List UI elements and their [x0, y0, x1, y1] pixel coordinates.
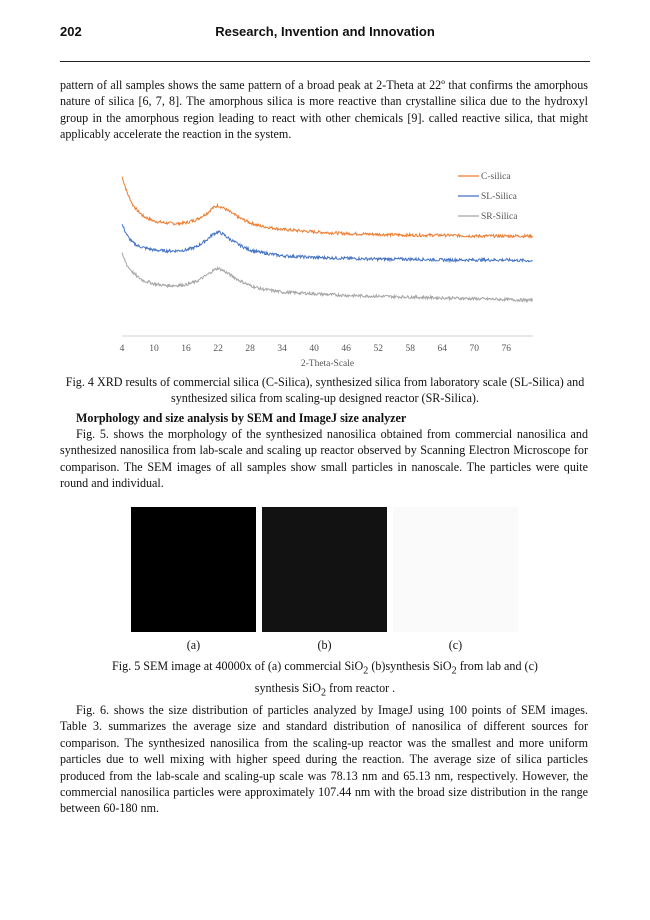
- legend-label: C-silica: [481, 172, 511, 182]
- figure5-caption: Fig. 5 SEM image at 40000x of (a) commercial SiO$_2$ (b)synthesis SiO$_2$ from lab and (c) synthesis SiO$_2$ from reactor .: [112, 659, 538, 699]
- sem-image-reactor: [393, 507, 518, 632]
- figure4-caption: Fig. 4 XRD results of commercial silica (C-Silica), synthesized silica from laboratory scale (SL-Silica) and synthesized silica from scaling-up designed reactor (SR-Silica).: [65, 375, 585, 406]
- running-title: Research, Invention and Innovation: [215, 24, 435, 39]
- x-tick-label: 70: [469, 344, 480, 354]
- paragraph-xrd-discussion: pattern of all samples shows the same pattern of a broad peak at 2-Theta at 22º that confirms the amorphous nature of silica [6, 7, 8]. The amorphous silica is more reactive than crystalline silica due to the hydroxyl group in the amorphous region leading to react with other chemicals [9]. called reactive silica, that might applicably accelerate the reaction in the system.: [60, 78, 588, 142]
- paragraph-sem-morphology: Fig. 5. shows the morphology of the synthesized nanosilica obtained from commercial nanosilica and synthesized nanosilica from lab-scale and scaling up reactor observed by Scanning Electron Microscope for comparison. The SEM images of all samples show small particles in nanoscale. The particles were quite round and individual.: [60, 427, 588, 491]
- x-tick-label: 10: [149, 344, 159, 354]
- series-line-1: [122, 224, 533, 262]
- x-tick-label: 58: [405, 344, 415, 354]
- page-number: 202: [60, 24, 82, 39]
- x-tick-label: 22: [213, 344, 223, 354]
- x-tick-label: 64: [437, 344, 448, 354]
- series-line-0: [122, 177, 533, 238]
- legend-label: SL-Silica: [481, 192, 517, 202]
- x-tick-label: 4: [119, 344, 125, 354]
- x-tick-label: 46: [341, 344, 351, 354]
- sem-label-a: (a): [186, 638, 201, 652]
- sem-label-c: (c): [448, 638, 463, 652]
- legend-label: SR-Silica: [481, 212, 518, 222]
- x-tick-label: 34: [277, 344, 287, 354]
- xrd-chart: [105, 160, 550, 370]
- sem-label-b: (b): [317, 638, 332, 652]
- sem-image-commercial: [131, 507, 256, 632]
- header-rule: [60, 61, 590, 62]
- x-tick-label: 76: [501, 344, 512, 354]
- section-heading: Morphology and size analysis by SEM and ImageJ size analyzer: [76, 411, 407, 425]
- sem-image-lab: [262, 507, 387, 632]
- x-tick-label: 16: [181, 344, 191, 354]
- x-axis-label: 2-Theta-Scale: [300, 359, 355, 369]
- paragraph-size-distribution: Fig. 6. shows the size distribution of particles analyzed by ImageJ using 100 points of SEM images. Table 3. summarizes the average size and standard distribution of nanosilica of different sources for comparison. The synthesized nanosilica from the scaling-up reactor was the smallest and more uniform particles due to well mixing with higher speed during the reaction. The average size of silica particles produced from the lab-scale and scaling-up scale was 78.13 nm and 65.13 nm, respectively. However, the commercial nanosilica particles were approximately 107.44 nm with the broad size distribution in the range between 60-180 nm.: [60, 703, 588, 816]
- x-tick-label: 28: [245, 344, 255, 354]
- page-header: [60, 24, 590, 44]
- x-tick-label: 52: [373, 344, 383, 354]
- x-tick-label: 40: [309, 344, 319, 354]
